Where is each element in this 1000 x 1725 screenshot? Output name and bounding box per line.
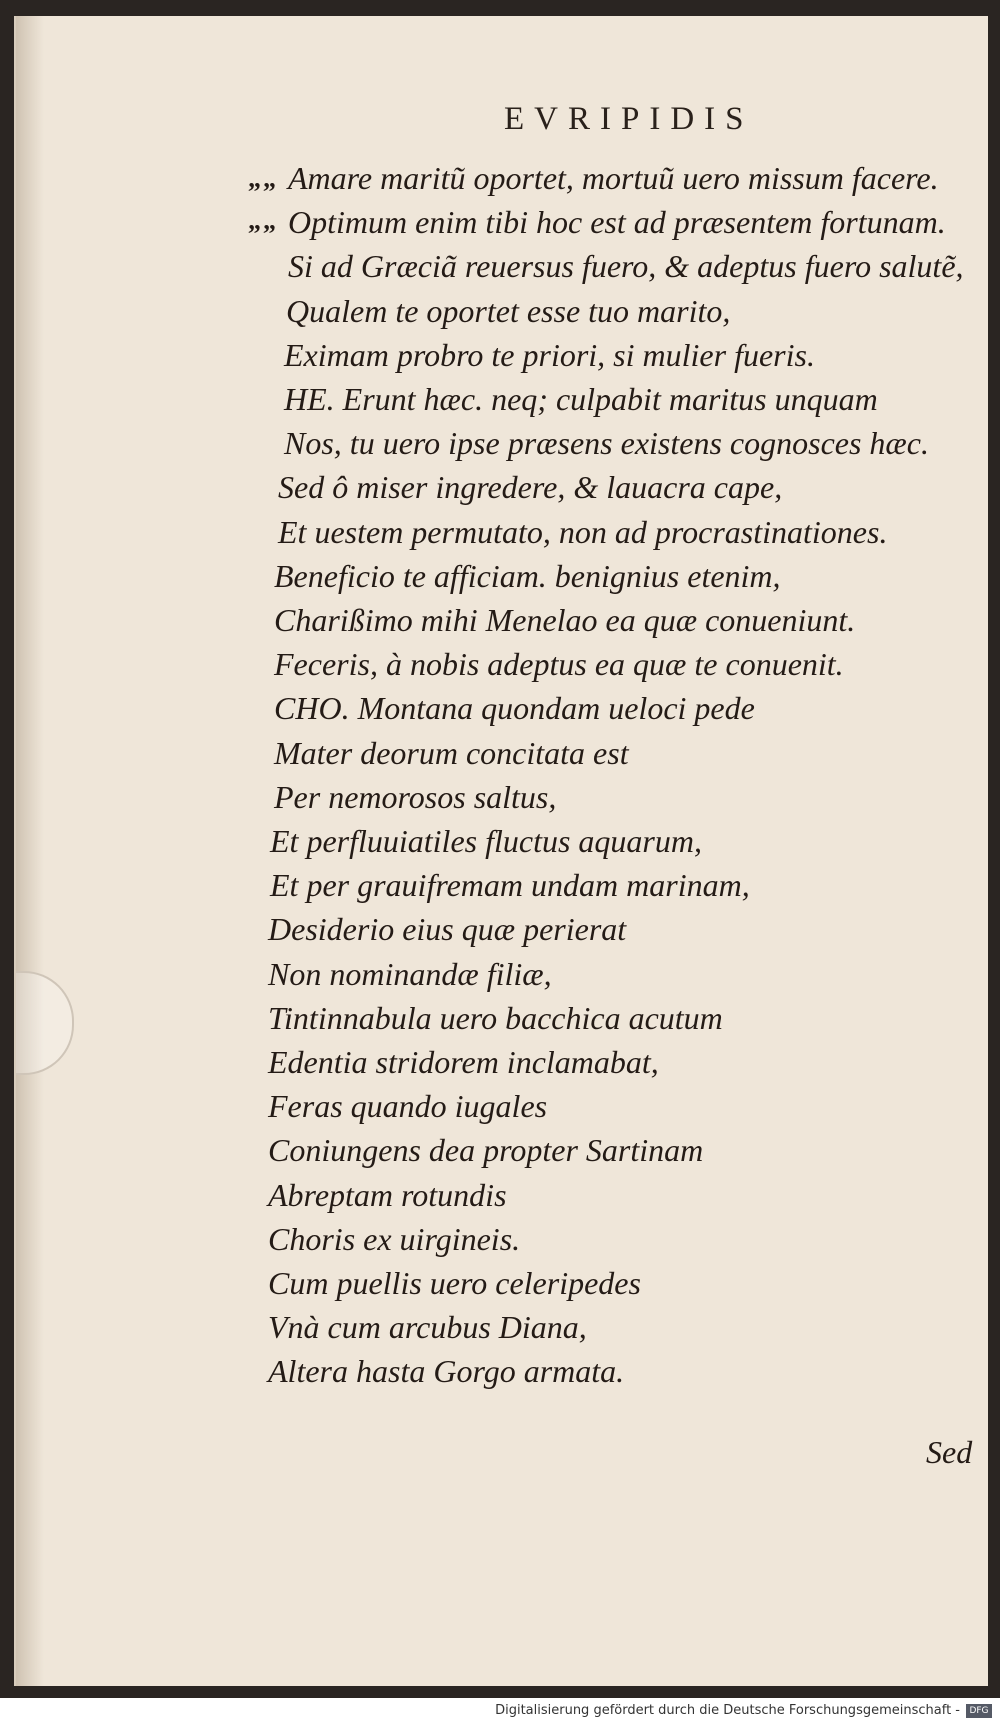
verse-line: Edentia stridorem inclamabat, xyxy=(268,1044,659,1080)
verse-line: Amare maritũ oportet, mortuũ uero missum facere. xyxy=(288,160,939,196)
verse-line: HE. Erunt hæc. neq; culpabit maritus unquam xyxy=(284,381,878,417)
verse-line: Si ad Græciã reuersus fuero, & adeptus fuero salutẽ, xyxy=(288,248,964,285)
quotation-marker: „„ xyxy=(248,164,278,193)
book-page xyxy=(14,16,988,1686)
footer-bar xyxy=(0,1698,1000,1725)
verse-line: Et uestem permutato, non ad procrastinationes. xyxy=(278,513,888,550)
catchword: Sed xyxy=(926,1434,973,1470)
spine-shadow xyxy=(16,16,44,1686)
verse-line: Feras quando iugales xyxy=(268,1088,548,1125)
dfg-logo-badge: DFG xyxy=(966,1704,992,1718)
verse-line: Beneficio te afficiam. benignius etenim, xyxy=(274,557,781,594)
verse-line: Et per grauifremam undam marinam, xyxy=(270,867,750,904)
verse-line: Coniungens dea propter Sartinam xyxy=(268,1132,704,1169)
verse-line: Et perfluuiatiles fluctus aquarum, xyxy=(270,823,702,859)
verse-line: Choris ex uirgineis. xyxy=(268,1220,521,1257)
verse-line: Abreptam rotundis xyxy=(268,1176,507,1213)
verse-line: Desiderio eius quæ perierat xyxy=(268,911,627,948)
verse-line: Vnà cum arcubus Diana, xyxy=(268,1309,587,1346)
verse-line: CHO. Montana quondam ueloci pede xyxy=(274,690,755,727)
verse-line: Optimum enim tibi hoc est ad præsentem fortunam. xyxy=(288,204,946,241)
verse-line: Per nemorosos saltus, xyxy=(274,778,557,815)
verse-line: Mater deorum concitata est xyxy=(274,734,629,771)
running-head: EVRIPIDIS xyxy=(504,101,754,137)
verse-line: Feceris, à nobis adeptus ea quæ te conuenit. xyxy=(274,646,844,683)
verse-line: Cum puellis uero celeripedes xyxy=(268,1265,641,1301)
verse-line: Nos, tu uero ipse præsens existens cognosces hæc. xyxy=(284,425,929,462)
verse-line: Charißimo mihi Menelao ea quæ conueniunt. xyxy=(274,602,856,638)
verse-line: Eximam probro te priori, si mulier fueris. xyxy=(284,336,815,373)
page-clip xyxy=(16,971,74,1075)
verse-line: Qualem te oportet esse tuo marito, xyxy=(286,292,731,329)
verse-line: Tintinnabula uero bacchica acutum xyxy=(268,999,723,1036)
verse-line: Altera hasta Gorgo armata. xyxy=(268,1353,625,1390)
quotation-marker: „„ xyxy=(248,206,278,235)
funding-credit: Digitalisierung gefördert durch die Deutsche Forschungsgemeinschaft - xyxy=(495,1703,960,1718)
verse-line: Sed ô miser ingredere, & lauacra cape, xyxy=(278,469,783,506)
verse-line: Non nominandæ filiæ, xyxy=(268,955,552,992)
